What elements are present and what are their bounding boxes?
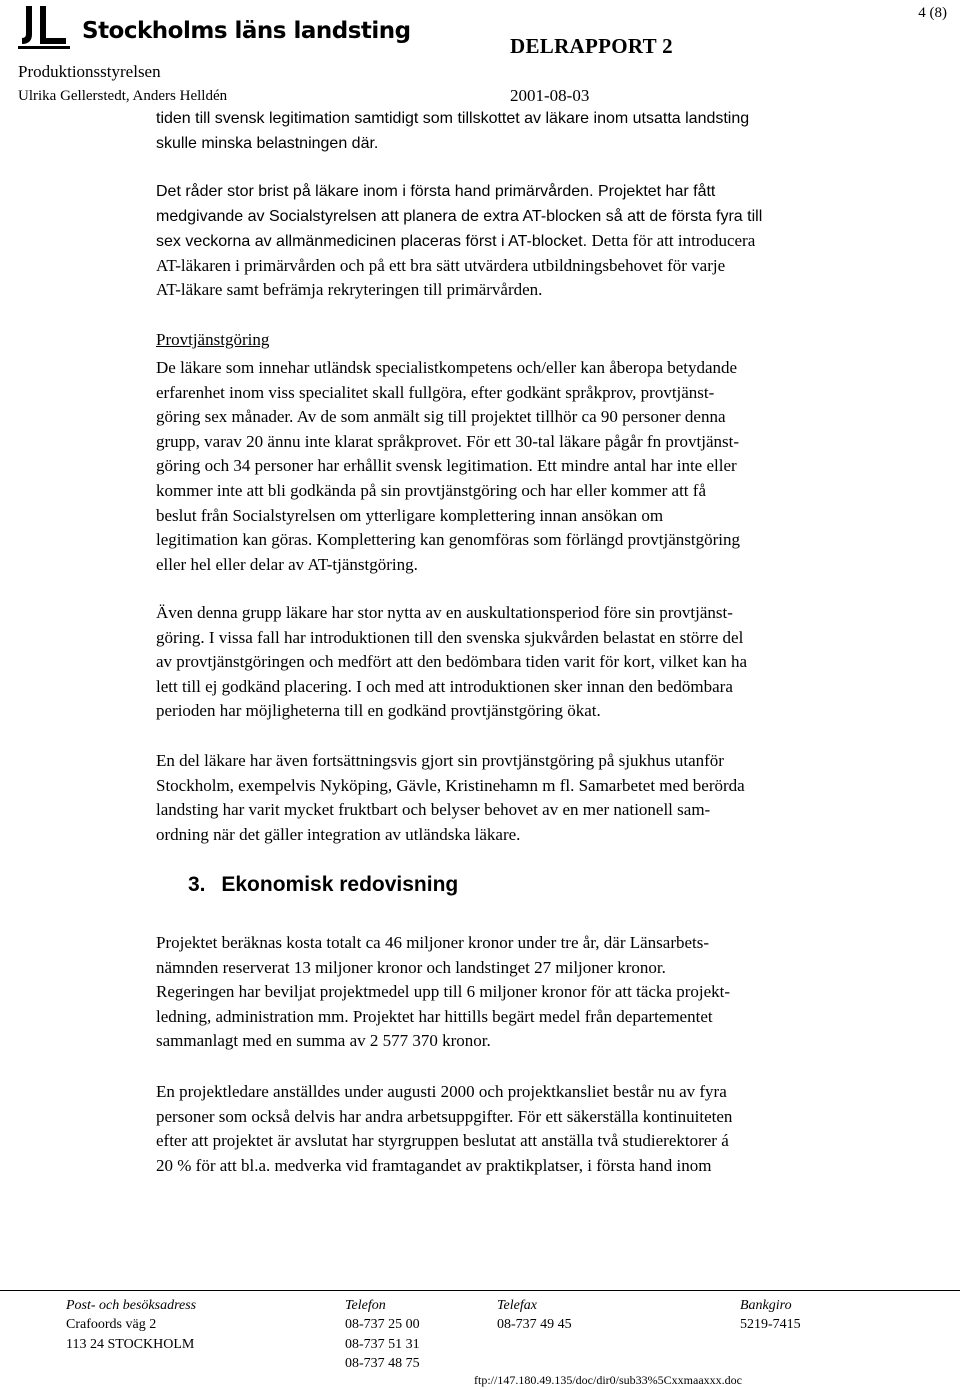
text-line: 20 % för att bl.a. medverka vid framtagandet av praktikplatser, i första hand inom	[156, 1155, 712, 1175]
footer-bankgiro: 5219-7415	[740, 1317, 801, 1332]
text-line: AT-läkare samt befrämja rekryteringen till primärvården.	[156, 280, 543, 300]
text-line: En del läkare har även fortsättningsvis gjort sin provtjänstgöring på sjukhus utanför	[156, 751, 724, 770]
footer-phone-1: 08-737 25 00	[345, 1317, 420, 1332]
text-line: Det råder stor brist på läkare inom i första hand primärvården. Projektet har fått	[156, 183, 716, 200]
footer-address-label: Post- och besöksadress	[66, 1298, 197, 1313]
footer-address-line2: 113 24 STOCKHOLM	[66, 1337, 195, 1352]
text-line: medgivande av Socialstyrelsen att planera de extra AT-blocken så att de första fyra till	[156, 207, 763, 225]
text-line: legitimation kan göras. Komplettering kan genomföras som förlängd provtjänstgöring	[156, 530, 741, 550]
footer-phone-3: 08-737 48 75	[345, 1356, 420, 1371]
report-title: DELRAPPORT 2	[510, 34, 673, 58]
text-line: efter att projektet är avslutat har styrgruppen beslutat att anställa två studierektorer á	[156, 1131, 729, 1151]
text-fragment: Detta för att introducera	[591, 231, 756, 251]
footer-file-path: ftp://147.180.49.135/doc/dir0/sub33%5Cxxmaaxxx.doc	[474, 1373, 742, 1387]
paragraph-1	[156, 107, 916, 156]
text-line: AT-läkaren i primärvården och på ett bra sätt utvärdera utbildningsbehovet för varje	[156, 255, 726, 275]
text-line: perioden har möjligheterna till en godkänd provtjänstgöring ökat.	[156, 701, 601, 721]
paragraph-6	[156, 931, 916, 1054]
text-line: landsting har varit mycket fruktbart och belyser behovet av en mer nationell sam-	[156, 800, 711, 820]
authors: Ulrika Gellerstedt, Anders Helldén	[18, 88, 228, 104]
text-line: sammanlagt med en summa av 2 577 370 kronor.	[156, 1031, 491, 1051]
footer-divider	[0, 1290, 960, 1291]
text-line: tiden till svensk legitimation samtidigt som tillskottet av läkare inom utsatta landsting	[156, 110, 750, 127]
paragraph-7	[156, 1080, 916, 1178]
text-line: personer som också delvis har andra arbetsuppgifter. För ett säkerställa kontinuiteten	[156, 1106, 733, 1126]
section-number: 3.	[188, 873, 206, 896]
text-line: Regeringen har beviljat projektmedel upp till 6 miljoner kronor för att täcka projekt-	[156, 982, 731, 1002]
text-line: göring. I vissa fall har introduktionen till den svenska sjukvården belastat en större del	[156, 627, 744, 647]
text-line: erfarenhet inom viss specialitet skall fullgöra, efter godkänt språkprov, provtjänst-	[156, 382, 715, 402]
text-line	[156, 229, 916, 254]
text-line: kommer inte att bli godkända på sin provtjänstgöring och har eller kommer att få	[156, 480, 706, 500]
footer-fax-label: Telefax	[497, 1298, 537, 1313]
text-line: De läkare som innehar utländsk specialistkompetens och/eller kan åberopa betydande	[156, 358, 738, 377]
text-line: Även denna grupp läkare har stor nytta av en auskultationsperiod före sin provtjänst-	[156, 603, 733, 622]
logo	[18, 4, 411, 50]
text-line: skulle minska belastningen där.	[156, 134, 379, 152]
logo-text: Stockholms läns landsting	[82, 18, 411, 44]
text-line: eller hel eller delar av AT-tjänstgöring.	[156, 554, 418, 574]
page-number: 4 (8)	[918, 5, 947, 21]
text-line: av provtjänstgöringen och medfört att den bedömbara tiden varit för kort, vilket kan ha	[156, 652, 748, 672]
footer-phone-label: Telefon	[345, 1298, 386, 1313]
text-line: ledning, administration mm. Projektet har hittills begärt medel från departementet	[156, 1006, 713, 1026]
organization: Produktionsstyrelsen	[18, 62, 161, 81]
text-line: En projektledare anställdes under augusti 2000 och projektkansliet består nu av fyra	[156, 1082, 727, 1101]
text-line: lett till ej godkänd placering. I och med att introduktionen sker innan den bedömbara	[156, 676, 733, 696]
landsting-logo-icon	[18, 4, 78, 50]
footer-fax: 08-737 49 45	[497, 1317, 572, 1332]
text-line: Stockholm, exempelvis Nyköping, Gävle, Kristinehamn m fl. Samarbetet med berörda	[156, 775, 745, 795]
text-line: Projektet beräknas kosta totalt ca 46 miljoner kronor under tre år, där Länsarbets-	[156, 933, 710, 952]
footer-bankgiro-label: Bankgiro	[740, 1298, 792, 1313]
text-line: göring sex månader. Av de som anmält sig till projektet tillhör ca 90 personer denna	[156, 407, 726, 427]
report-date: 2001-08-03	[510, 86, 590, 105]
text-line: beslut från Socialstyrelsen om ytterligare komplettering innan ansökan om	[156, 505, 664, 525]
subheading-provtjanstgoring: Provtjänstgöring	[156, 330, 270, 349]
text-line: göring och 34 personer har erhållit svensk legitimation. Ett mindre antal har inte eller	[156, 456, 737, 476]
text-line: grupp, varav 20 ännu inte klarat språkprovet. För ett 30-tal läkare pågår fn provtjänst-	[156, 431, 739, 451]
section-heading	[188, 873, 458, 897]
footer-phone-2: 08-737 51 31	[345, 1337, 420, 1352]
text-line: ordning när det gäller integration av utländska läkare.	[156, 824, 521, 844]
paragraph-5	[156, 749, 916, 847]
section-title: Ekonomisk redovisning	[221, 873, 459, 896]
paragraph-3	[156, 356, 916, 577]
paragraph-2	[156, 180, 916, 303]
paragraph-4	[156, 601, 916, 724]
text-fragment: sex veckorna av allmänmedicinen placeras först i AT-blocket.	[156, 233, 588, 251]
text-line: nämnden reserverat 13 miljoner kronor och landstinget 27 miljoner kronor.	[156, 957, 666, 977]
footer-address-line1: Crafoords väg 2	[66, 1317, 157, 1332]
